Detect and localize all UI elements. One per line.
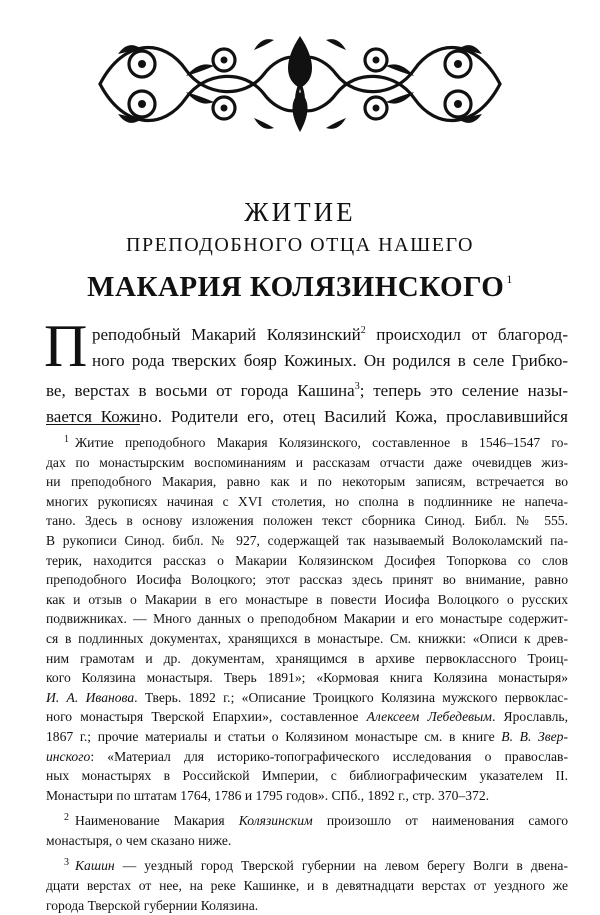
- footnote-line: инского: «Материал для историко-топографического исследования о православ-: [46, 748, 568, 764]
- footnote-divider: [46, 424, 140, 425]
- footnote-line: ного монастыря Тверской Епархии», составленное Алексеем Лебедевым. Ярославль,: [46, 709, 568, 725]
- body-line: вается Кожино. Родители его, отец Василий Кожа, прославившийся: [46, 407, 568, 426]
- author-name: Алексеем Лебедевым: [366, 709, 492, 725]
- footnote-line: ся в подлинных документах, хранящихся в монастыре. См. книжки: «Описи к древ-: [46, 630, 568, 646]
- footnote-line: подвижниках. — Много данных о преподобном Макарии и его монастыре содержит-: [46, 611, 568, 627]
- footnote-line: $^1$ Житие преподобного Макария Колязинского, составленное в 1546–1547 го-: [64, 434, 568, 450]
- saint-name-heading: [0, 262, 600, 304]
- footnotes: [46, 430, 568, 915]
- footnote-number: 2: [64, 812, 69, 824]
- footnote-line: И. А. Иванова. Тверь. 1892 г.; «Описание Троицкого Колязина мужского первоклас-: [46, 689, 568, 705]
- footnote-line: дах по монастырским воспоминаниям и рассказам отчасти даже очевидцев жиз-: [46, 454, 568, 470]
- floral-ornament-icon: [94, 30, 506, 138]
- footnote-line: дцати верстах от нее, на реке Кашинке, и в девятнадцати верстах от уездного же: [46, 878, 568, 894]
- author-name: В. В. Звер-: [501, 728, 568, 744]
- footnote-line: ни преподобного Макария, равно как и по некоторым записям, встречается во: [46, 474, 568, 490]
- footnote-ref-2: 2: [360, 325, 366, 336]
- footnote-ref-3: 3: [354, 381, 360, 392]
- body-line: ве, верстах в восьми от города Кашина$^3$; теперь это селение назы-: [46, 381, 569, 400]
- footnote-line: монастыря, о чем сказано ниже.: [46, 832, 232, 848]
- author-name: инского: [46, 748, 91, 764]
- footnote-line: кого Колязина монастыря. Тверь 1891»; «Кормовая книга Колязина монастыря»: [46, 670, 568, 686]
- footnote-line: Монастыри по штатам 1764, 1786 и 1795 годов». СПб., 1892 г., стр. 370–372.: [46, 787, 490, 803]
- footnote-line: преподобного Иосифа Волоцкого; этот рассказ здесь принят во внимание, равно: [46, 572, 568, 588]
- body-line: ного рода тверских бояр Кожиных. Он родился в селе Грибко-: [92, 351, 568, 370]
- footnote-line: В рукописи Синод. библ. № 927, содержащей так называемый Волоколамский па-: [46, 532, 568, 548]
- footnote-line: города Тверской губернии Колязина.: [46, 897, 259, 913]
- body-line: реподобный Макарий Колязинский$^2$ происходил от благород-: [92, 325, 568, 344]
- footnote-line: 1867 г.; прочие материалы и статьи о Колязином монастыре см. в книге В. В. Звер-: [46, 728, 568, 744]
- footnote-number: 3: [64, 857, 69, 869]
- footnote-number: 1: [64, 434, 69, 445]
- footnote-ref-1: 1: [506, 272, 513, 286]
- main-text: [44, 313, 569, 430]
- chapter-subtitle: ПРЕПОДОБНОГО ОТЦА НАШЕГО: [126, 234, 474, 256]
- footnote-line: $^2$ Наименование Макария Колязинским произошло от наименования самого: [64, 812, 568, 829]
- footnote-line: $^3$ Кашин — уездный город Тверской губернии на левом берегу Волги в двена-: [64, 857, 568, 874]
- footnote-line: ним грамотам и др. документам, хранящимся в архиве первоклассного Троиц-: [46, 650, 568, 666]
- author-name: И. А. Иванова: [46, 689, 135, 705]
- footnote-line: ных монастырях в Российской Империи, с библиографическим указателем II.: [46, 768, 568, 784]
- footnote-line: тано. Здесь в основу изложения положен текст сборника Синод. Библ. № 555.: [46, 513, 568, 529]
- footnote-line: как и отзыв о Макарии в его монастыре в повести Иосифа Волоцкого о русских: [46, 591, 568, 607]
- drop-cap: П: [44, 313, 88, 379]
- footnote-line: многих рукописях начиная с XVI столетия, но сполна в подлиннике не напеча-: [46, 493, 568, 509]
- footnote-line: терик, находится рассказ о Макарии Колязинском Досифея Топоркова со слов: [46, 552, 568, 568]
- chapter-title: ЖИТИЕ: [244, 197, 356, 227]
- saint-name: МАКАРИЯ КОЛЯЗИНСКОГО: [87, 271, 505, 303]
